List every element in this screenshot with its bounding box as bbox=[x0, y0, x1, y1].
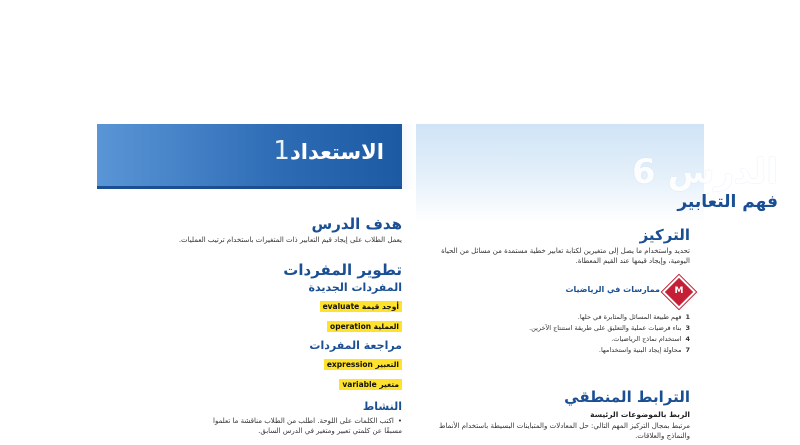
prep-header-band bbox=[97, 124, 402, 189]
practices-heading: ممارسات في الرياضيات bbox=[565, 285, 660, 294]
prep-number: 1 bbox=[273, 136, 290, 166]
activity-line-2: مسبقًا عن كلمتي تعبير ومتغير في الدرس السابق. bbox=[258, 427, 402, 435]
coherence-subheading: الربط بالموضوعات الرئيسة bbox=[590, 410, 690, 419]
practice-text: بناء فرضيات عملية والتعليق على طريقة استنتاج الآخرين. bbox=[529, 324, 682, 332]
left-column bbox=[97, 215, 402, 436]
practices-header bbox=[428, 280, 690, 308]
practice-text: محاولة إيجاد البنية واستخدامها. bbox=[598, 346, 682, 354]
prep-title-text: الاستعداد bbox=[289, 140, 384, 164]
vocab-term-evaluate: أوجد قيمة evaluate bbox=[320, 301, 402, 312]
prep-title bbox=[263, 136, 384, 166]
focus-text: تحديد واستخدام ما يصل إلى متغيرين لكتابة تعابير خطية مستمدة من مسائل من الحياة اليومية، وإيجاد قيمها عند القيم المعطاة. bbox=[441, 247, 690, 265]
vocab-term-operation: العملية operation bbox=[327, 321, 402, 332]
focus-heading: التركيز bbox=[639, 226, 690, 244]
practice-item bbox=[428, 345, 690, 356]
practice-number: 4 bbox=[685, 335, 690, 343]
practice-item bbox=[428, 323, 690, 334]
right-column bbox=[428, 226, 690, 441]
practice-number: 3 bbox=[685, 324, 690, 332]
math-practices-icon: M bbox=[674, 286, 684, 296]
coherence-text: مرتبط بمجال التركيز المهم التالي: حل المعادلات والمتباينات البسيطة باستخدام الأنماط والنماذج والعلاقات. bbox=[438, 422, 690, 440]
lesson-title: الدرس 6 bbox=[631, 152, 778, 192]
practice-item bbox=[428, 312, 690, 323]
practice-number: 7 bbox=[685, 346, 690, 354]
goal-text: يعمل الطلاب على إيجاد قيم التعابير ذات المتغيرات باستخدام ترتيب العمليات. bbox=[178, 236, 402, 244]
review-vocab-heading: مراجعة المفردات bbox=[309, 339, 402, 352]
goal-heading: هدف الدرس bbox=[311, 215, 402, 233]
practices-list bbox=[428, 312, 690, 356]
practice-number: 1 bbox=[685, 313, 690, 321]
activity-line-1-text: اكتب الكلمات على اللوحة. اطلب من الطلاب مناقشة ما تعلموا bbox=[213, 417, 394, 425]
lesson-subtitle: فهم التعابير bbox=[677, 192, 778, 212]
practice-text: استخدام نماذج الرياضيات. bbox=[611, 335, 682, 343]
activity-line-1: •اكتب الكلمات على اللوحة. اطلب من الطلاب مناقشة ما تعلموا bbox=[213, 417, 402, 425]
new-vocab-heading: المفردات الجديدة bbox=[308, 281, 402, 294]
practice-item bbox=[428, 334, 690, 345]
vocab-heading: تطوير المفردات bbox=[283, 261, 402, 279]
vocab-term-expression: التعبير expression bbox=[324, 359, 402, 370]
activity-heading: النشاط bbox=[362, 400, 402, 413]
vocab-term-variable: متغير variable bbox=[339, 379, 402, 390]
coherence-heading: الترابط المنطقي bbox=[564, 388, 690, 406]
header-divider bbox=[402, 124, 416, 189]
practice-text: فهم طبيعة المسائل والمثابرة في حلها. bbox=[577, 313, 682, 321]
